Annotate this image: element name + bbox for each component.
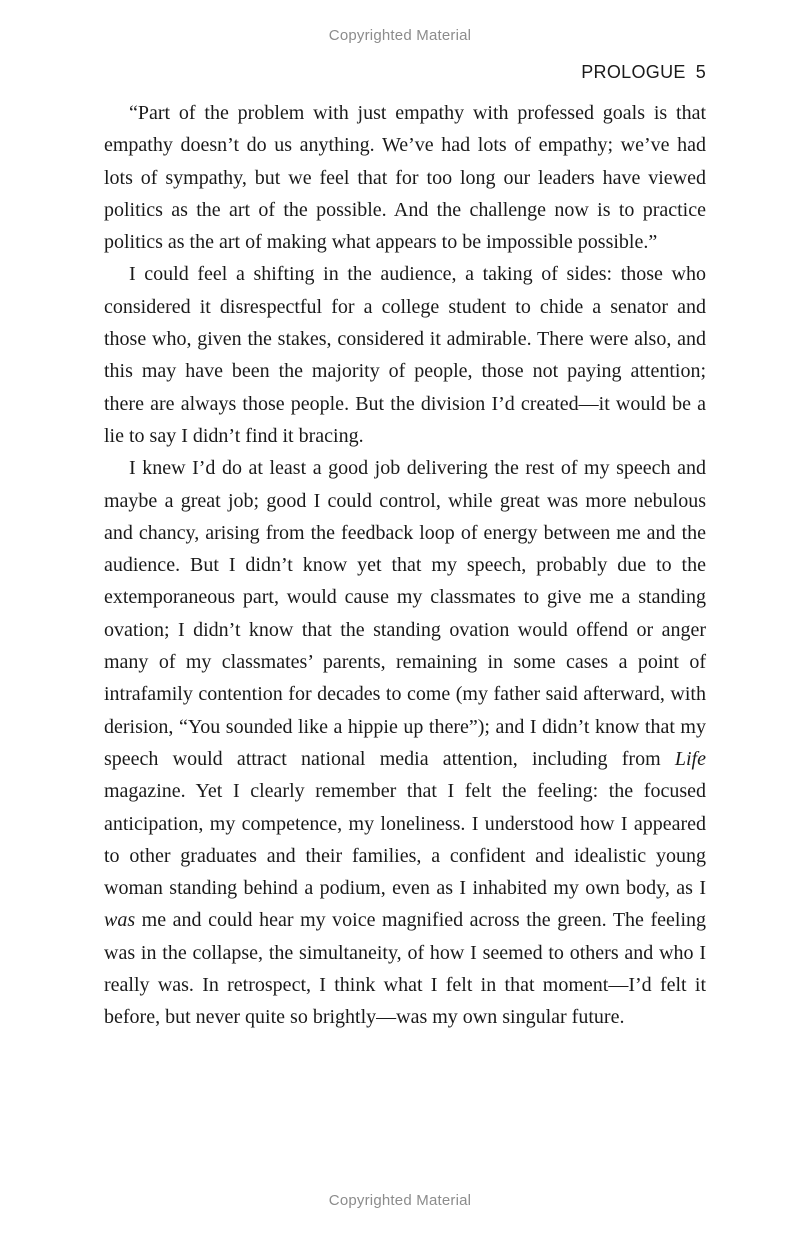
copyright-watermark-top: Copyrighted Material	[328, 27, 472, 44]
page-number: 5	[695, 62, 706, 82]
copyright-watermark-bottom: Copyrighted Material	[328, 1192, 472, 1209]
italic-life: Life	[674, 747, 706, 770]
paragraph-3-text-b: magazine. Yet I clearly remember that I felt the feeling: the focused anticipation, my competence, my loneliness. I understood how I appeared to other graduates and their families, a confident and idealistic young woman standing behind a podium, even as I inhabited my own body, as I	[104, 780, 706, 900]
paragraph-3-text-a: I knew I’d do at least a good job delivering the rest of my speech and maybe a great job; good I could control, while great was more nebulous and chancy, arising from the feedback loop of energy between me and the audience. But I didn’t know yet that my speech, probably due to the extemporaneous part, would cause my classmates to give me a standing ovation; I didn’t know that the standing ovation would offend or anger many of my classmates’ parents, remaining in some cases a point of intrafamily contention for decades to come (my father said afterward, with derision, “You sounded like a hippie up there”); and I didn’t know that my speech would attract national media attention, including from	[104, 457, 706, 770]
body-text	[104, 97, 706, 1034]
paragraph-2: I could feel a shifting in the audience, a taking of sides: those who considered it disrespectful for a college student to chide a senator and those who, given the stakes, considered it admirable. There were also, and this may have been the majority of people, those not paying attention; there are always those people. But the division I’d created—it would be a lie to say I didn’t find it bracing.	[104, 263, 706, 447]
paragraph-3	[104, 452, 706, 1033]
running-head	[581, 62, 706, 83]
paragraph-1: “Part of the problem with just empathy with professed goals is that empathy doesn’t do us anything. We’ve had lots of empathy; we’ve had lots of sympathy, but we feel that for too long our leaders have viewed politics as the art of the possible. And the challenge now is to practice politics as the art of making what appears to be impossible possible.”	[104, 102, 706, 254]
paragraph-3-text-c: me and could hear my voice magnified across the green. The feeling was in the collapse, the simultaneity, of how I seemed to others and who I really was. In retrospect, I think what I felt in that moment—I’d felt it before, but never quite so brightly—was my own singular future.	[104, 909, 706, 1029]
chapter-title: PROLOGUE	[581, 62, 686, 82]
italic-was: was	[104, 909, 136, 932]
